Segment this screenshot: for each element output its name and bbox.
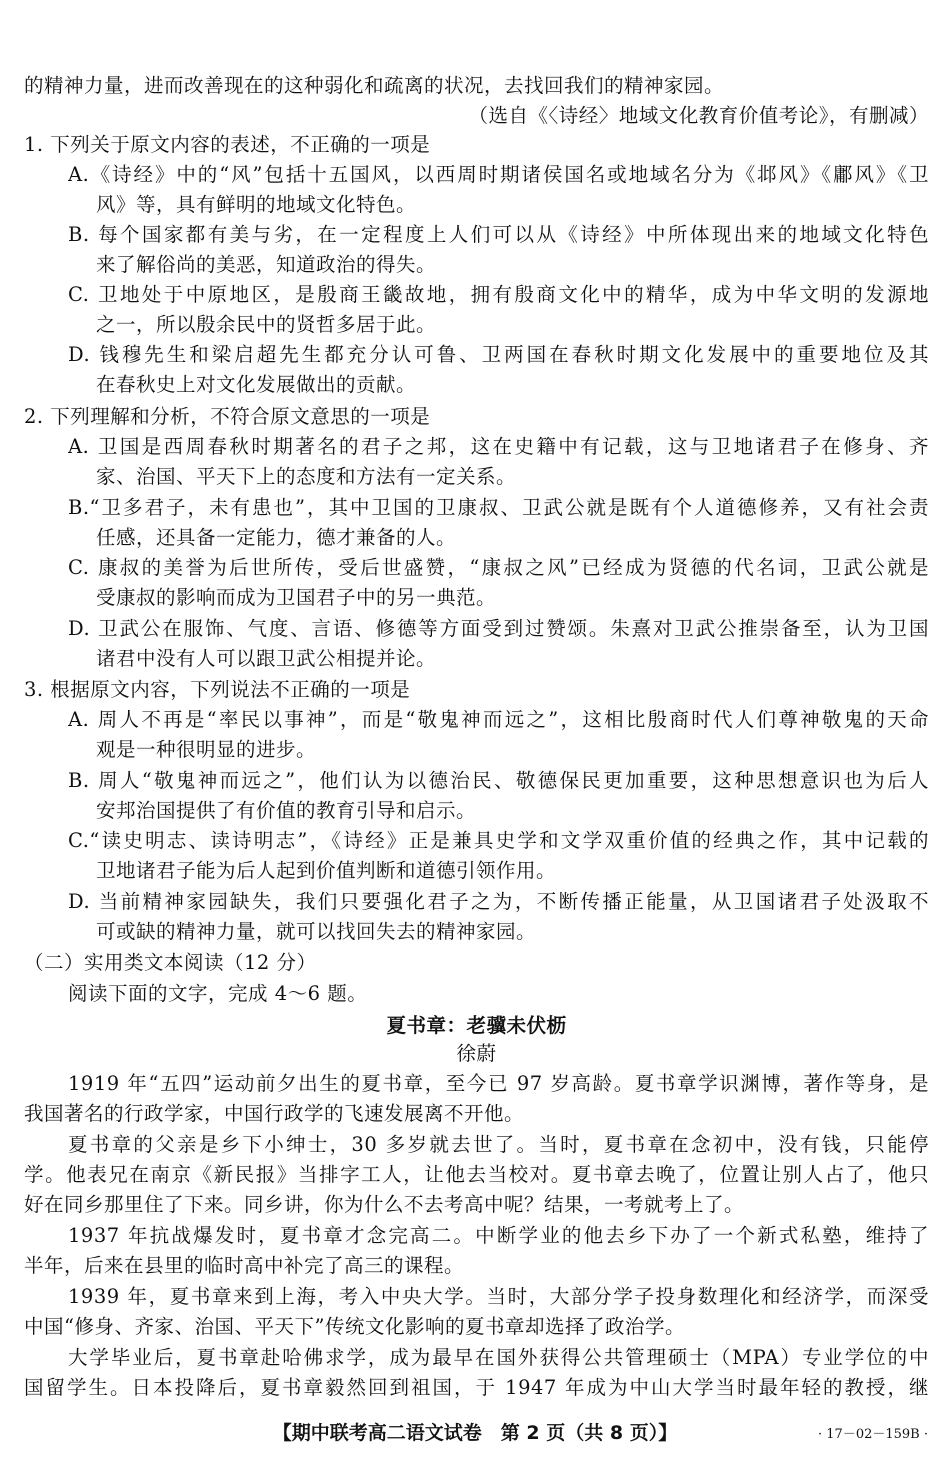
option-text: 诸君中没有人可以跟卫武公相提并论。 bbox=[96, 647, 437, 670]
paragraph-line: 中国“修身、齐家、治国、平天下”传统文化影响的夏书章却选择了政治学。 bbox=[24, 1315, 685, 1338]
option-text: D. 钱穆先生和梁启超先生都充分认可鲁、卫两国在春秋时期文化发展中的重要地位及其 bbox=[68, 343, 929, 366]
paragraph-line: 学。他表兄在南京《新民报》当排字工人，让他去当校对。夏书章去晚了，位置让别人占了，他只 bbox=[24, 1163, 929, 1186]
question-2: 2. 下列理解和分析，不符合原文意思的一项是 bbox=[24, 405, 431, 428]
option-text: C.“读史明志、读诗明志”，《诗经》正是兼具史学和文学双重价值的经典之作，其中记载的 bbox=[68, 829, 929, 852]
option-text: 任感，还具备一定能力，德才兼备的人。 bbox=[96, 526, 457, 549]
paragraph-line: 好在同乡那里住了下来。同乡讲，你为什么不去考高中呢？结果，一考就考上了。 bbox=[24, 1193, 745, 1216]
question-3: 3. 根据原文内容，下列说法不正确的一项是 bbox=[24, 678, 411, 701]
option-text: 观是一种很明显的进步。 bbox=[96, 738, 317, 761]
question-1: 1. 下列关于原文内容的表述，不正确的一项是 bbox=[24, 133, 431, 156]
article-author: 徐蔚 bbox=[456, 1042, 497, 1065]
article-title: 夏书章：老骥未伏枥 bbox=[386, 1014, 567, 1037]
paragraph-line: 1919 年“五四”运动前夕出生的夏书章，至今已 97 岁高龄。夏书章学识渊博，著作等身，是 bbox=[68, 1072, 929, 1095]
option-text: C. 康叔的美誉为后世所传，受后世盛赞，“康叔之风”已经成为贤德的代名词，卫武公就是 bbox=[68, 556, 929, 579]
option-text: 来了解俗尚的美恶，知道政治的得失。 bbox=[96, 253, 437, 276]
paragraph-line: 夏书章的父亲是乡下小绅士，30 多岁就去世了。当时，夏书章在念初中，没有钱，只能停 bbox=[68, 1133, 929, 1156]
option-text: 受康叔的影响而成为卫国君子中的另一典范。 bbox=[96, 586, 497, 609]
option-text: D. 当前精神家园缺失，我们只要强化君子之为，不断传播正能量，从卫国诸君子处汲取不 bbox=[68, 890, 929, 913]
option-text: 家、治国、平天下上的态度和方法有一定关系。 bbox=[96, 465, 517, 488]
option-text: 卫地诸君子能为后人起到价值判断和道德引领作用。 bbox=[96, 859, 557, 882]
page-footer-title: 【期中联考高二语文试卷 第 2 页（共 8 页）】 bbox=[272, 1422, 678, 1444]
option-text: 可或缺的精神力量，就可以找回失去的精神家园。 bbox=[96, 920, 537, 943]
option-text: B.“卫多君子，未有患也”，其中卫国的卫康叔、卫武公就是既有个人道德修养，又有社会责 bbox=[68, 496, 929, 519]
source-citation: （选自《〈诗经〉地域文化教育价值考论》，有删减） bbox=[468, 104, 929, 127]
instruction-text: 阅读下面的文字，完成 4～6 题。 bbox=[68, 982, 368, 1005]
option-text: 之一，所以殷余民中的贤哲多居于此。 bbox=[96, 313, 437, 336]
paragraph-line: 1939 年，夏书章来到上海，考入中央大学。当时，大部分学子投身数理化和经济学，而深受 bbox=[68, 1285, 929, 1308]
option-text: A. 卫国是西周春秋时期著名的君子之邦，这在史籍中有记载，这与卫地诸君子在修身、齐 bbox=[68, 435, 929, 458]
option-text: A. 周人不再是“率民以事神”，而是“敬鬼神而远之”，这相比殷商时代人们尊神敬鬼的天命 bbox=[68, 708, 929, 731]
option-text: B. 周人“敬鬼神而远之”，他们认为以德治民、敬德保民更加重要，这种思想意识也为后人 bbox=[68, 769, 929, 792]
paragraph-line: 大学毕业后，夏书章赴哈佛求学，成为最早在国外获得公共管理硕士（MPA）专业学位的中 bbox=[68, 1346, 929, 1369]
option-text: 风》等，具有鲜明的地域文化特色。 bbox=[96, 193, 417, 216]
option-text: 安邦治国提供了有价值的教育引导和启示。 bbox=[96, 799, 477, 822]
paragraph-line: 1937 年抗战爆发时，夏书章才念完高二。中断学业的他去乡下办了一个新式私塾，维持了 bbox=[68, 1224, 929, 1247]
section-heading: （二）实用类文本阅读（12 分） bbox=[24, 951, 317, 974]
paragraph-line: 国留学生。日本投降后，夏书章毅然回到祖国，于 1947 年成为中山大学当时最年轻的教授，继 bbox=[24, 1376, 929, 1399]
paragraph-line: 我国著名的行政学家，中国行政学的飞速发展离不开他。 bbox=[24, 1102, 525, 1125]
page-footer-code: · 17－02－159B · bbox=[818, 1427, 928, 1442]
text-line: 的精神力量，进而改善现在的这种弱化和疏离的状况，去找回我们的精神家园。 bbox=[24, 74, 725, 97]
option-text: B. 每个国家都有美与劣，在一定程度上人们可以从《诗经》中所体现出来的地域文化特色 bbox=[68, 223, 929, 246]
option-text: D. 卫武公在服饰、气度、言语、修德等方面受到过赞颂。朱熹对卫武公推崇备至，认为卫国 bbox=[68, 617, 929, 640]
paragraph-line: 半年，后来在县里的临时高中补完了高三的课程。 bbox=[24, 1254, 465, 1277]
option-text: C. 卫地处于中原地区，是殷商王畿故地，拥有殷商文化中的精华，成为中华文明的发源地 bbox=[68, 283, 929, 306]
option-text: 在春秋史上对文化发展做出的贡献。 bbox=[96, 373, 417, 396]
option-text: A.《诗经》中的“风”包括十五国风，以西周时期诸侯国名或地域名分为《邶风》《鄘风》《卫 bbox=[68, 163, 929, 186]
